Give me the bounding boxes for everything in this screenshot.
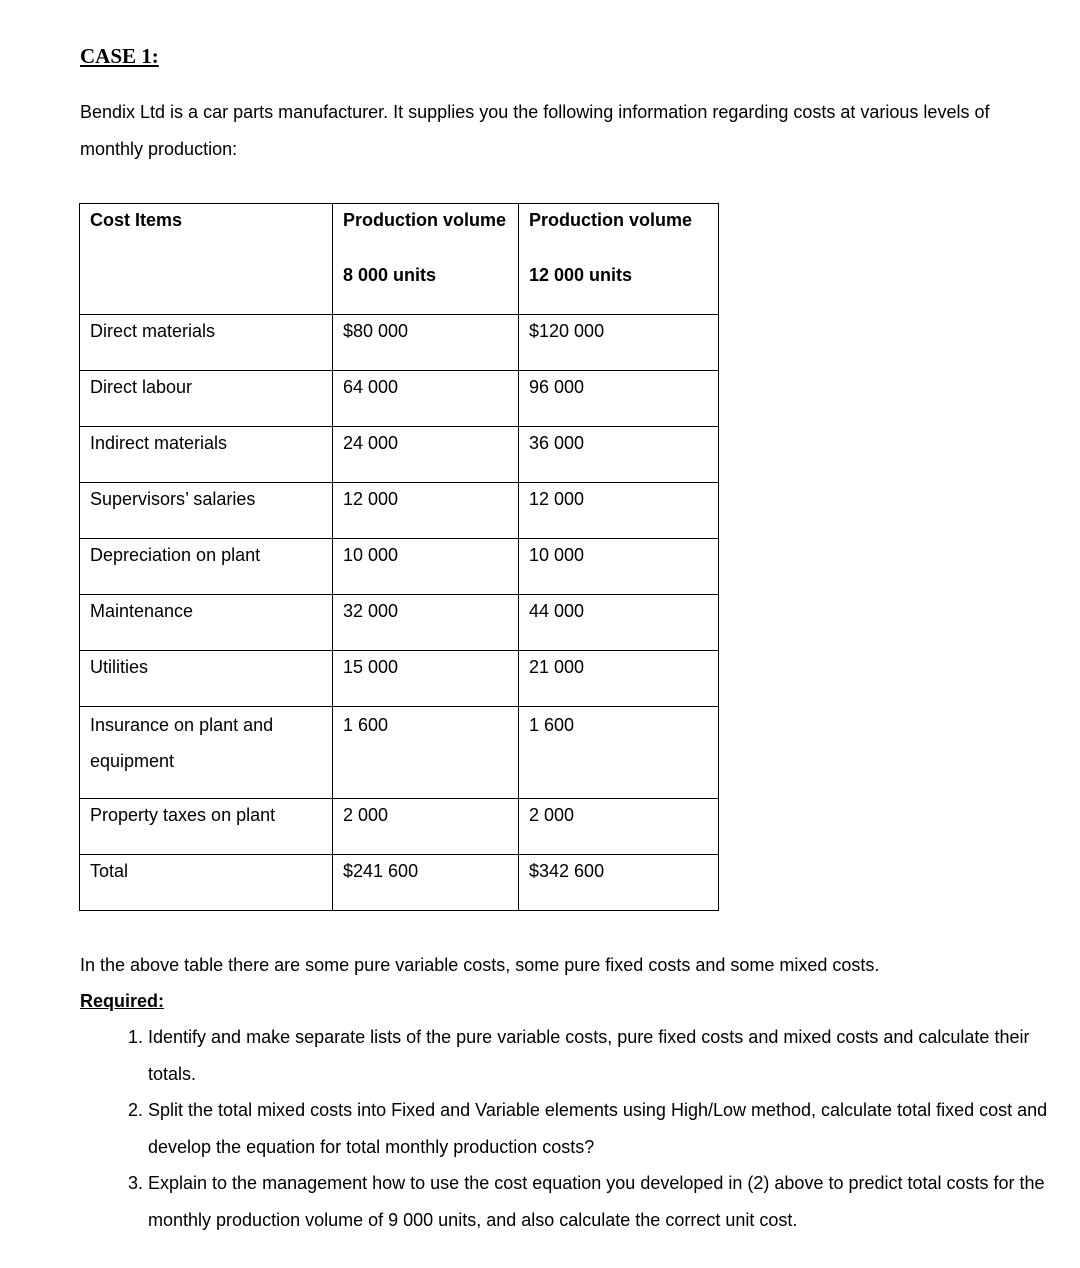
cost-item: Property taxes on plant	[80, 799, 333, 855]
header-col-8000	[333, 204, 519, 315]
value-8000: 12 000	[333, 483, 519, 539]
task-text: Explain to the management how to use the cost equation you developed in (2) above to predict total costs for the monthly production volume of 9 000 units, and also calculate the correct unit cost.	[148, 1173, 1045, 1230]
table-row	[80, 539, 719, 595]
task-text: Split the total mixed costs into Fixed and Variable elements using High/Low method, calculate total fixed cost and develop the equation for total monthly production costs?	[148, 1100, 1048, 1157]
total-label: Total	[80, 855, 333, 911]
task-item	[148, 1019, 1068, 1092]
value-8000: 64 000	[333, 371, 519, 427]
value-8000: 24 000	[333, 427, 519, 483]
cost-table	[79, 203, 719, 911]
value-12000: 1 600	[519, 707, 719, 799]
table-row	[80, 595, 719, 651]
value-8000: 1 600	[333, 707, 519, 799]
value-8000: $80 000	[333, 315, 519, 371]
total-12000: $342 600	[519, 855, 719, 911]
value-12000: 36 000	[519, 427, 719, 483]
table-row	[80, 315, 719, 371]
header-col-8000-units: 8 000 units	[343, 265, 437, 285]
cost-item: Maintenance	[80, 595, 333, 651]
cost-item: Utilities	[80, 651, 333, 707]
header-cost-items: Cost Items	[80, 204, 333, 315]
table-row	[80, 427, 719, 483]
value-12000: 96 000	[519, 371, 719, 427]
table-row	[80, 707, 719, 799]
value-12000: 12 000	[519, 483, 719, 539]
task-item	[148, 1165, 1068, 1238]
table-row	[80, 371, 719, 427]
value-8000: 15 000	[333, 651, 519, 707]
value-12000: 44 000	[519, 595, 719, 651]
cost-item: Insurance on plant and equipment	[80, 707, 333, 799]
value-12000: 10 000	[519, 539, 719, 595]
value-8000: 32 000	[333, 595, 519, 651]
required-label: Required:	[80, 991, 165, 1011]
value-12000: $120 000	[519, 315, 719, 371]
total-8000: $241 600	[333, 855, 519, 911]
after-table-paragraph: In the above table there are some pure variable costs, some pure fixed costs and some mixed costs.	[80, 955, 880, 975]
cost-item: Supervisors’ salaries	[80, 483, 333, 539]
value-8000: 2 000	[333, 799, 519, 855]
header-col-12000-title: Production volume	[529, 210, 693, 230]
cost-item: Depreciation on plant	[80, 539, 333, 595]
value-8000: 10 000	[333, 539, 519, 595]
case-heading: CASE 1:	[80, 44, 159, 68]
table-row	[80, 799, 719, 855]
value-12000: 21 000	[519, 651, 719, 707]
cost-item: Direct materials	[80, 315, 333, 371]
intro-paragraph: Bendix Ltd is a car parts manufacturer. It supplies you the following information regarding costs at various levels of monthly production:	[80, 102, 990, 159]
table-header-row	[80, 204, 719, 315]
table-row	[80, 483, 719, 539]
cost-item: Indirect materials	[80, 427, 333, 483]
header-col-8000-title: Production volume	[343, 210, 507, 230]
task-item	[148, 1092, 1068, 1165]
cost-item: Direct labour	[80, 371, 333, 427]
header-col-12000	[519, 204, 719, 315]
header-col-12000-units: 12 000 units	[529, 265, 633, 285]
task-text: Identify and make separate lists of the pure variable costs, pure fixed costs and mixed costs and calculate their totals.	[148, 1027, 1030, 1084]
value-12000: 2 000	[519, 799, 719, 855]
table-row	[80, 651, 719, 707]
task-list	[80, 1019, 1068, 1238]
table-total-row	[80, 855, 719, 911]
